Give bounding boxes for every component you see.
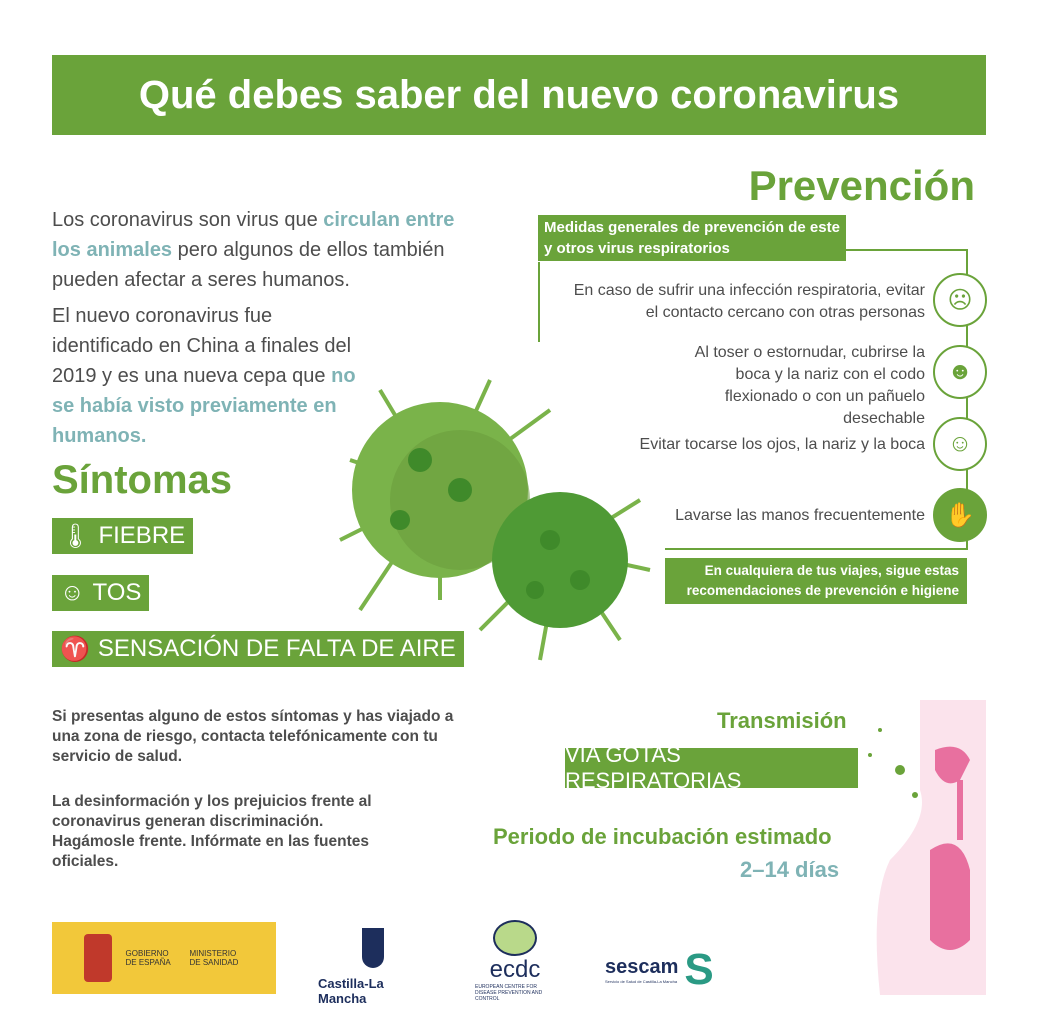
- intro-p2: El nuevo coronavirus fue identificado en China a finales del 2019 y es una nueva cepa que: [52, 305, 352, 387]
- prevention-frame-left: [538, 262, 540, 342]
- cough-icon: ☺: [60, 579, 85, 606]
- sescam-s-icon: S: [684, 945, 714, 994]
- sescam-sublabel: Servicio de Salud de Castilla-La Mancha: [605, 979, 678, 984]
- ecdc-sublabel: EUROPEAN CENTRE FOR DISEASE PREVENTION AND CONTROL: [475, 984, 543, 1002]
- handwash-icon: ✋: [933, 488, 987, 542]
- gov-label: GOBIERNO DE ESPAÑA: [125, 949, 171, 967]
- lungs-icon: ♈: [60, 635, 90, 663]
- incubation-title: Periodo de incubación estimado: [493, 824, 832, 849]
- shield-icon: [362, 928, 384, 968]
- ministry-label: MINISTERIO DE SANIDAD: [189, 949, 239, 967]
- transmission-mode: VÍA GOTAS RESPIRATORIAS: [565, 748, 858, 788]
- symptoms-title: Síntomas: [52, 458, 233, 502]
- prevention-title: Prevención: [748, 162, 975, 209]
- coat-of-arms-icon: [84, 934, 112, 982]
- sescam-logo: [605, 945, 714, 995]
- page-title: Qué debes saber del nuevo coronavirus: [52, 55, 986, 135]
- prevention-frame-bottom: [665, 548, 865, 550]
- symptom-fever: [52, 518, 193, 554]
- transmission-title: Transmisión: [717, 708, 847, 733]
- ecdc-logo: [465, 920, 565, 1002]
- elbow-cough-icon: ☻: [933, 345, 987, 399]
- symptom-cough: [52, 575, 149, 611]
- symptom-label: FIEBRE: [98, 522, 186, 549]
- sescam-label: sescam: [605, 956, 679, 978]
- sneeze-icon: ☹: [933, 273, 987, 327]
- incubation-value: 2–14 días: [740, 857, 840, 882]
- travel-note: En cualquiera de tus viajes, sigue estas recomendaciones de prevención e higiene: [665, 558, 967, 604]
- misinfo-note: La desinformación y los prejuicios frente al coronavirus generan discriminación. Hagámosle frente. Infórmate en las fuentes oficiales.: [52, 793, 372, 870]
- gobierno-logo: [52, 922, 276, 994]
- castilla-la-mancha-logo: [318, 928, 428, 1006]
- symptom-label: SENSACIÓN DE FALTA DE AIRE: [97, 635, 456, 662]
- intro-p1: Los coronavirus son virus que: [52, 209, 324, 231]
- ecdc-label: ecdc: [489, 956, 541, 983]
- intro-highlight: circulan entre los animales: [52, 209, 455, 261]
- respiratory-body-illustration: [860, 700, 990, 1000]
- thermometer-icon: 🌡: [60, 522, 91, 550]
- clm-label: Castilla-La Mancha: [318, 976, 384, 1006]
- symptom-breath: [52, 631, 464, 667]
- prevention-item: Evitar tocarse los ojos, la nariz y la boca: [639, 436, 925, 453]
- face-touch-icon: ☺: [933, 417, 987, 471]
- globe-icon: [493, 920, 537, 956]
- prevention-subtitle: Medidas generales de prevención de este y otros virus respiratorios: [538, 215, 846, 261]
- prevention-item: Lavarse las manos frecuentemente: [675, 507, 925, 524]
- prevention-item: En caso de sufrir una infección respiratoria, evitar el contacto cercano con otras personas: [573, 282, 925, 321]
- symptom-label: TOS: [92, 579, 142, 606]
- intro-highlight-2: no se había visto previamente en humanos.: [52, 365, 356, 447]
- intro-p1-end: pero algunos de ellos también pueden afectar a seres humanos.: [52, 239, 445, 291]
- contact-note: Si presentas alguno de estos síntomas y has viajado a una zona de riesgo, contacta telefónicamente con tu servicio de salud.: [52, 708, 454, 765]
- prevention-item: Al toser o estornudar, cubrirse la boca y la nariz con el codo flexionado o con un pañuelo desechable: [694, 344, 925, 427]
